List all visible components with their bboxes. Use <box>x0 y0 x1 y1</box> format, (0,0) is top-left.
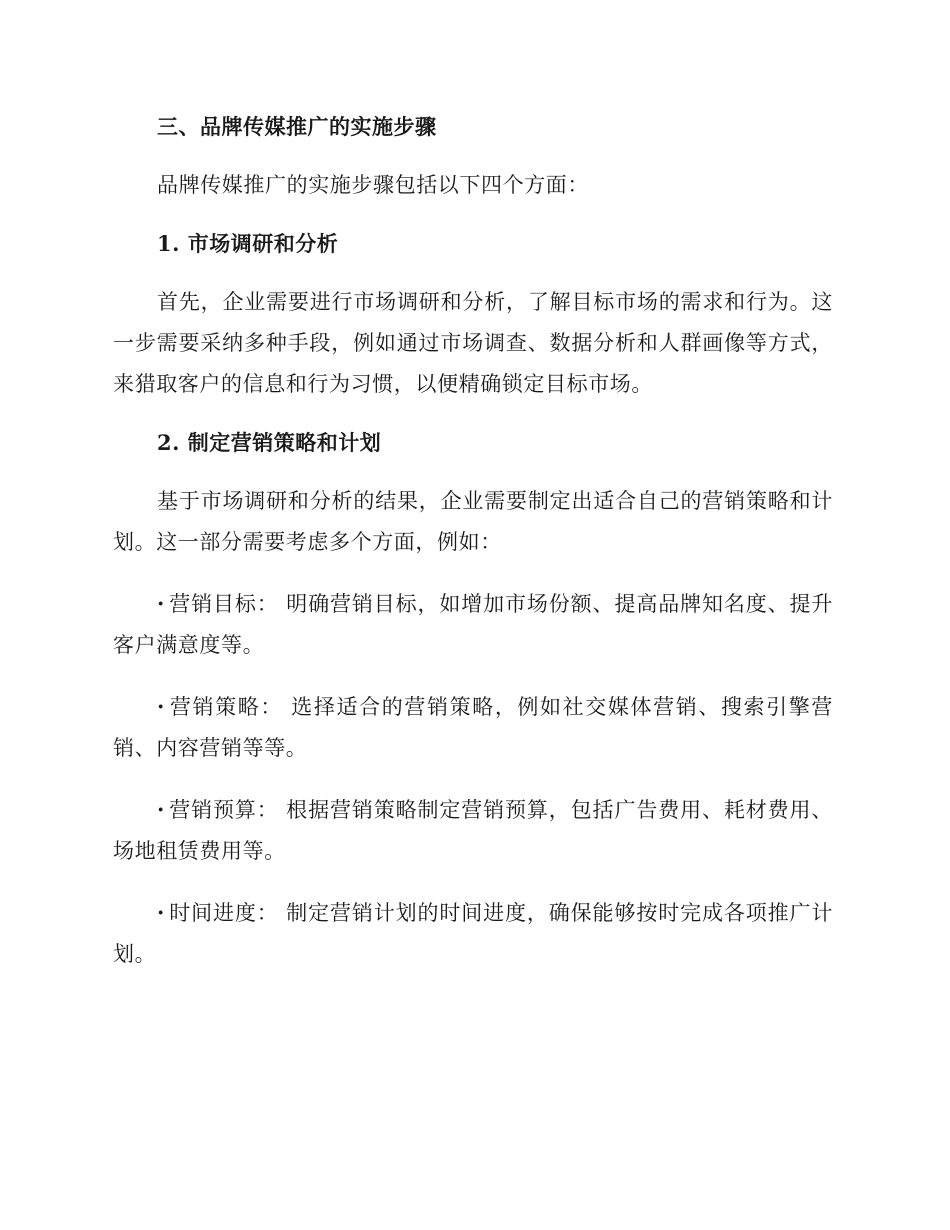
bullet-item <box>113 892 833 975</box>
bullet-item <box>113 789 833 872</box>
bullet-label: 营销策略： <box>168 695 283 719</box>
document-body <box>113 110 833 975</box>
bullet-label: 营销目标： <box>168 592 279 616</box>
bullet-text: 明确营销目标，如增加市场份额、提高品牌知名度、提升客户满意度等。 <box>113 592 833 657</box>
section-intro: 品牌传媒推广的实施步骤包括以下四个方面： <box>157 173 589 197</box>
bullet-text: 选择适合的营销策略，例如社交媒体营销、搜索引擎营销、内容营销等等。 <box>113 695 833 760</box>
bullet-marker: · <box>157 797 165 822</box>
step-1-paragraph: 首先，企业需要进行市场调研和分析，了解目标市场的需求和行为。这一步需要采纳多种手段，例如通过市场调查、数据分析和人群画像等方式，来猎取客户的信息和行为习惯，以便精确锁定目标市场。 <box>113 290 833 396</box>
bullet-item <box>113 686 833 769</box>
bullet-item <box>113 583 833 666</box>
bullet-text: 根据营销策略制定营销预算，包括广告费用、耗材费用、场地租赁费用等。 <box>113 798 833 863</box>
bullet-label: 营销预算： <box>168 798 279 822</box>
step-2-title: 2. 制定营销策略和计划 <box>157 430 382 455</box>
bullet-label: 时间进度： <box>168 901 279 925</box>
bullet-marker: · <box>157 591 165 616</box>
section-title: 三、品牌传媒推广的实施步骤 <box>157 114 437 139</box>
bullet-marker: · <box>157 900 165 925</box>
bullet-text: 制定营销计划的时间进度，确保能够按时完成各项推广计划。 <box>113 901 833 966</box>
step-1-title: 1. 市场调研和分析 <box>157 231 339 256</box>
step-2-paragraph: 基于市场调研和分析的结果，企业需要制定出适合自己的营销策略和计划。这一部分需要考虑多个方面，例如： <box>113 489 833 554</box>
bullet-marker: · <box>157 694 165 719</box>
